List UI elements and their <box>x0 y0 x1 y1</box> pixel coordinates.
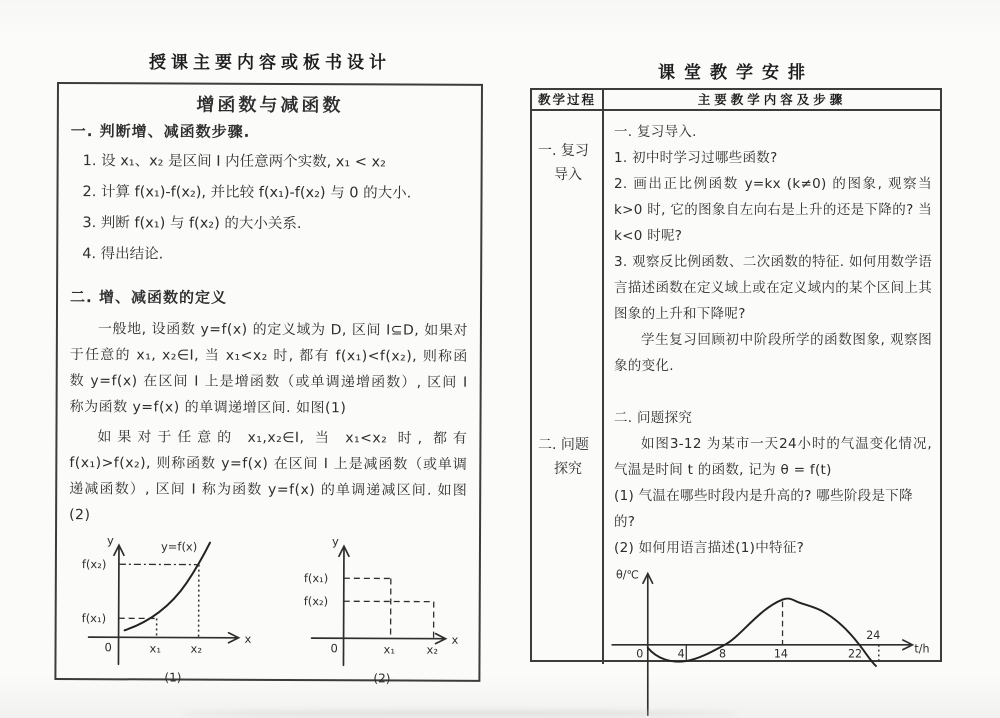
fig1-x-axis-label: x <box>244 631 252 646</box>
left-page-header: 授课主要内容或板书设计 <box>149 53 391 73</box>
stage-review-label <box>532 139 602 187</box>
right-page-teaching-arrangement <box>530 88 942 662</box>
temp-tick-24: 24 <box>866 629 881 643</box>
stage1-line2: 导入 <box>554 167 582 183</box>
fig2-x2-tick: x₂ <box>426 642 438 657</box>
section1-heading: 一. 判断增、减函数步骤. <box>70 122 251 141</box>
step-line-3: 3. 判断 f(x₁) 与 f(x₂) 的大小关系. <box>82 215 302 233</box>
review-question-2: 2. 画出正比例函数 y=kx (k≠0) 的图象, 观察当 k>0 时, 它的图象自左向右是上升的还是下降的? 当 k<0 时呢? <box>614 176 932 244</box>
problem-section-title: 二. 问题探究 <box>614 410 693 426</box>
right-page-header: 课堂教学安排 <box>658 63 814 83</box>
teaching-process-column <box>532 111 604 664</box>
fig1-curve-label: y=f(x) <box>160 539 198 554</box>
temp-tick-22: 22 <box>847 647 863 661</box>
review-section-title: 一. 复习导入. <box>614 124 697 140</box>
column-header-content: 主要教学内容及步骤 <box>697 92 847 107</box>
problem-sub-question-1: (1) 气温在哪些时段内是升高的? 哪些阶段是下降的? <box>614 488 913 530</box>
student-activity-note: 学生复习回顾初中阶段所学的函数图象, 观察图象的变化. <box>614 332 932 374</box>
fig1-y-axis-label: y <box>106 533 114 548</box>
figure-1-increasing-graph <box>76 532 262 685</box>
step-line-1: 1. 设 x₁、x₂ 是区间 I 内任意两个实数, x₁ < x₂ <box>82 153 387 171</box>
problem-intro: 如图3-12 为某市一天24小时的气温变化情况, 气温是时间 t 的函数, 记为 θ = f(t) <box>614 436 932 478</box>
temp-tick-4: 4 <box>677 647 685 661</box>
column-header-process: 教学过程 <box>532 90 604 109</box>
fig2-y-axis-label: y <box>331 534 339 549</box>
table-header-row <box>532 90 940 111</box>
fig1-fx1-label: f(x₁) <box>81 611 107 626</box>
lesson-title: 增函数与减函数 <box>196 94 344 117</box>
stage2-line1: 二. 问题 <box>538 437 589 453</box>
judgement-steps-list <box>70 146 469 272</box>
fig2-caption: (2) <box>373 671 391 686</box>
table-body <box>532 111 940 664</box>
fig2-fx1-label: f(x₁) <box>303 571 329 586</box>
scan-edge-shadow <box>180 711 740 716</box>
fig2-x-axis-label: x <box>451 632 459 647</box>
step-line-2: 2. 计算 f(x₁)-f(x₂), 并比较 f(x₁)-f(x₂) 与 0 的大小. <box>82 184 412 202</box>
fig1-x1-tick: x₁ <box>149 641 161 656</box>
review-question-3: 3. 观察反比例函数、二次函数的特征. 如何用数学语言描述函数在定义域上或在定义域内的某个区间上其图象的上升和下降呢? <box>614 254 932 322</box>
definition-figures <box>68 532 467 686</box>
fig1-x2-tick: x₂ <box>190 641 202 656</box>
temp-y-axis-label: θ/℃ <box>616 568 639 582</box>
stage-problem-label <box>532 433 602 481</box>
temp-tick-14: 14 <box>773 647 788 661</box>
decreasing-function-definition: 如果对于任意的 x₁,x₂∈I, 当 x₁<x₂ 时, 都有 f(x₁)>f(x₂), 则称函数 y=f(x) 在区间 I 上是减函数（或单调递减函数）, 区间 I 称为函数 y=f(x) 的单调递减区间. 如图(2) <box>69 429 468 524</box>
temp-tick-0: 0 <box>636 647 644 661</box>
fig1-origin-label: 0 <box>104 640 112 655</box>
fig1-fx2-label: f(x₂) <box>81 557 107 572</box>
fig2-fx2-label: f(x₂) <box>303 594 329 609</box>
left-page-board-design <box>54 82 483 686</box>
step-line-4: 4. 得出结论. <box>82 246 164 263</box>
figure-2-decreasing-graph <box>295 533 461 686</box>
temp-x-axis-label: t/h <box>914 642 930 656</box>
fig2-origin-label: 0 <box>330 641 338 656</box>
stage2-line2: 探究 <box>554 461 582 477</box>
temp-tick-8: 8 <box>719 647 727 661</box>
increasing-function-definition: 一般地, 设函数 y=f(x) 的定义域为 D, 区间 I⊆D, 如果对于任意的 x₁, x₂∈I, 当 x₁<x₂ 时, 都有 f(x₁)<f(x₂), 则称函数 y=f(x) 在区间 I 上是增函数（或单调递增函数）, 区间 I 称为函数 y=f(x) 的单调递增区间. 如图(1) <box>69 321 468 417</box>
fig1-caption: (1) <box>164 670 182 685</box>
section2-heading: 二. 增、减函数的定义 <box>70 288 228 307</box>
problem-sub-question-2: (2) 如何用语言描述(1)中特征? <box>614 540 805 556</box>
temperature-curve-graph <box>604 563 937 717</box>
stage1-line1: 一. 复习 <box>538 143 589 159</box>
fig2-x1-tick: x₁ <box>383 642 395 657</box>
review-question-1: 1. 初中时学习过哪些函数? <box>614 150 778 166</box>
